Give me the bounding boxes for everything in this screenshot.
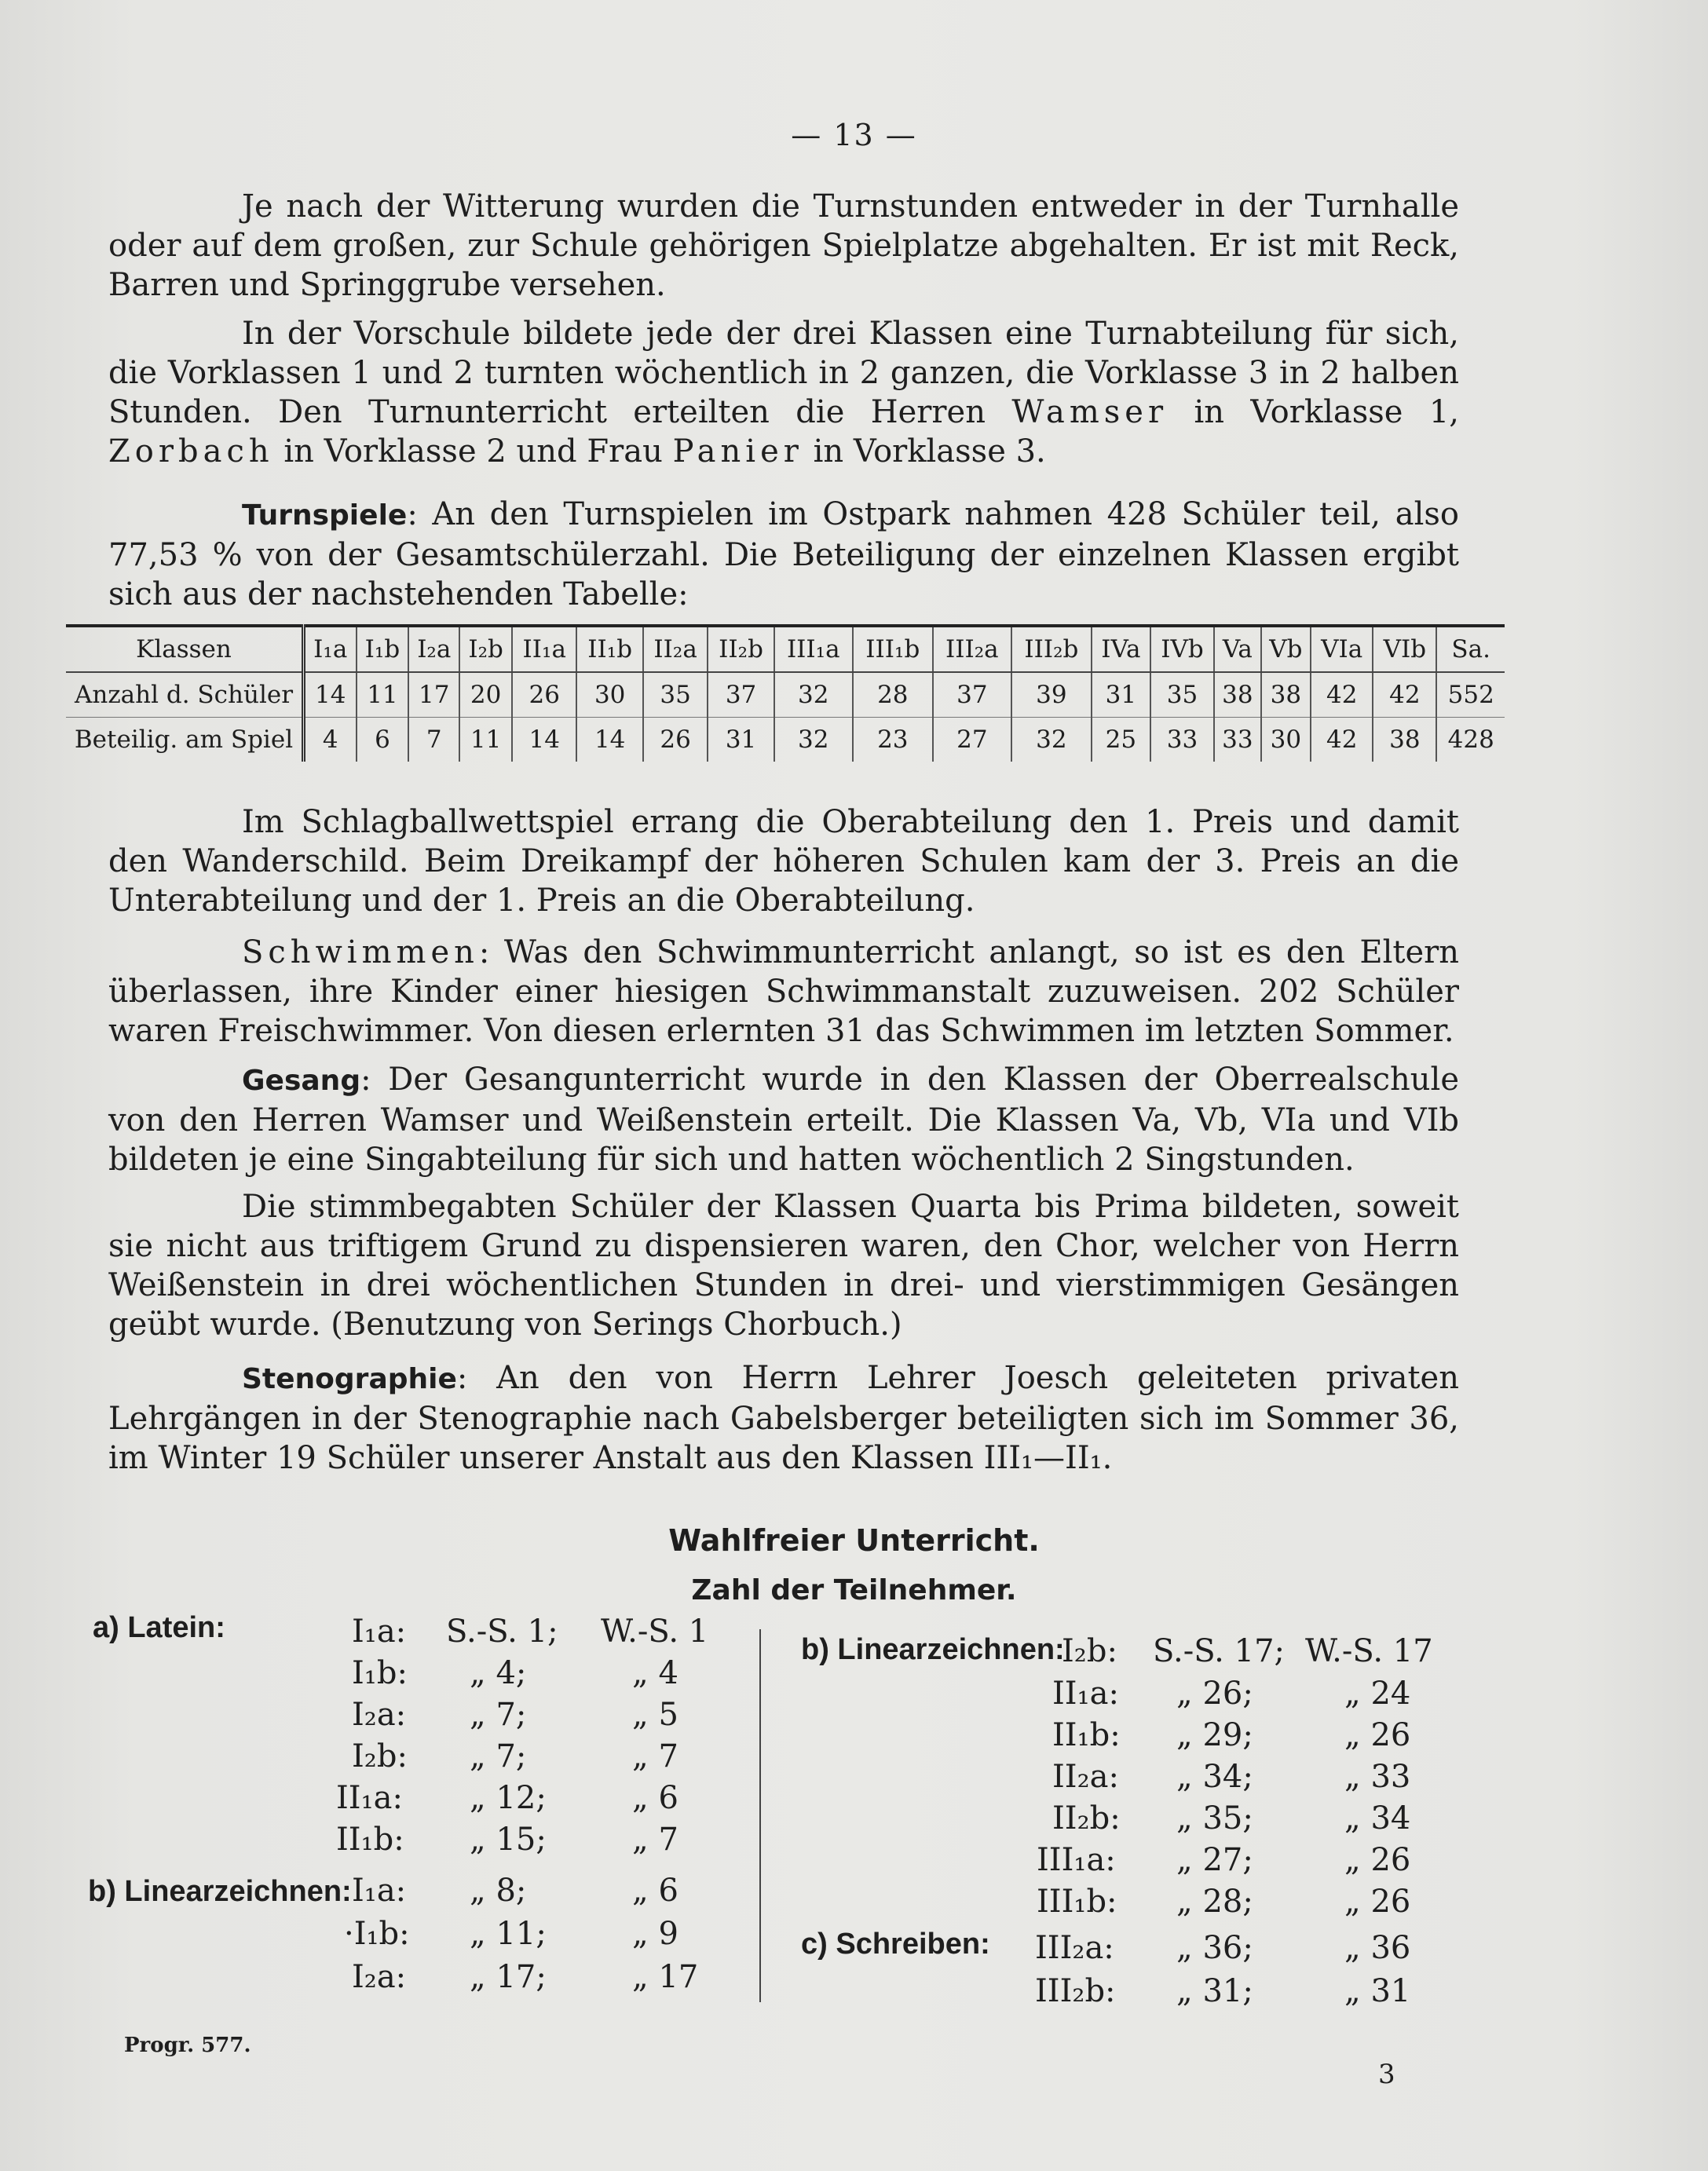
table-cell: 30 <box>576 672 642 718</box>
table-cell: 28 <box>853 672 933 718</box>
table-col-header: I₁b <box>357 626 409 672</box>
paragraph-vorschule <box>108 314 1459 471</box>
list-item: III₂a: „ 36; „ 36 <box>1035 1930 1411 1966</box>
text-vorschule: In der Vorschule bildete jede der drei Klassen eine Turnabteilung für sich, die Vorklassen 1 und 2 turnten wöchentlich in 2 ganzen, die Vorklasse 3 in 2 halben Stunden. Den Turnunterricht erteilten die Herren Wamser in Vorklasse 1, Zorbach in Vorklasse 2 und Frau Panier in Vorklasse 3. <box>108 316 1459 470</box>
list-item: II₂b: „ 35; „ 34 <box>1052 1800 1411 1837</box>
paragraph-turnspiele <box>108 495 1459 614</box>
text-chor: Die stimmbegabten Schüler der Klassen Quarta bis Prima bildeten, soweit sie nicht aus triftigem Grund zu dispensieren waren, den Chor, welcher von Herrn Weißenstein in drei wöchentlichen Stunden in drei- und vierstimmigen Gesängen geübt wurde. (Benutzung von Serings Chorbuch.) <box>108 1189 1459 1343</box>
table-cell: 11 <box>459 718 512 762</box>
heading-gesang: Gesang <box>242 1065 361 1097</box>
table-cell: 23 <box>853 718 933 762</box>
text-schwimmen: Schwimmen: Was den Schwimmunterricht anlangt, so ist es den Eltern überlassen, ihre Kinder einer hiesigen Schwimmanstalt zuzuweisen. 202 Schüler waren Freischwimmer. Von diesen erlernten 31 das Schwimmen im letzten Sommer. <box>108 934 1459 1049</box>
list-item: II₂a: „ 34; „ 33 <box>1052 1759 1411 1795</box>
label-latein: a) Latein: <box>93 1611 225 1644</box>
table-cell: 38 <box>1214 672 1261 718</box>
table-col-header: Sa. <box>1436 626 1505 672</box>
table-col-header: IVa <box>1092 626 1150 672</box>
table-row <box>66 672 1505 718</box>
text-schlagball: Im Schlagballwettspiel errang die Oberabteilung den 1. Preis und damit den Wanderschild. Beim Dreikampf der höheren Schulen kam der 3. Preis an die Unterabteilung und der 1. Preis an die Oberabteilung. <box>108 804 1459 919</box>
paragraph-stenographie <box>108 1358 1459 1478</box>
table-cell: 32 <box>774 718 853 762</box>
table-col-header: III₂b <box>1011 626 1092 672</box>
text-stenographie: Stenographie: An den von Herrn Lehrer Joesch geleiteten privaten Lehrgängen in der Stenographie nach Gabelsberger beteiligten sich im Sommer 36, im Winter 19 Schüler unserer Anstalt aus den Klassen III₁—II₁. <box>108 1360 1459 1476</box>
table-col-header: II₂a <box>643 626 708 672</box>
table-cell: 37 <box>933 672 1011 718</box>
table-col-header: VIa <box>1311 626 1373 672</box>
table-col-header: I₂b <box>459 626 512 672</box>
list-item: I₁b: „ 4; „ 4 <box>352 1655 678 1691</box>
page-number: — 13 — <box>791 118 917 152</box>
text-gesang: Gesang: Der Gesangunterricht wurde in den Klassen der Oberrealschule von den Herren Wamser und Weißenstein erteilt. Die Klassen Va, Vb, VIa und VIb bildeten je eine Singabteilung für sich und hatten wöchentlich 2 Singstunden. <box>108 1062 1459 1178</box>
table-cell: 14 <box>576 718 642 762</box>
footer-progr: Progr. 577. <box>124 2034 251 2057</box>
section-subtitle: Zahl der Teilnehmer. <box>691 1574 1017 1606</box>
table-header-row <box>66 626 1505 672</box>
table-col-header: II₁b <box>576 626 642 672</box>
table-cell: 31 <box>1092 672 1150 718</box>
row-label: Beteilig. am Spiel <box>66 718 304 762</box>
table-col-header: I₁a <box>304 626 357 672</box>
table-col-header: II₁a <box>512 626 576 672</box>
label-schreiben: c) Schreiben: <box>801 1928 990 1961</box>
table-cell: 27 <box>933 718 1011 762</box>
table-col-header: I₂a <box>408 626 459 672</box>
list-item: I₁a: S.-S. 1; W.-S. 1 <box>352 1614 709 1650</box>
list-item: III₁b: „ 28; „ 26 <box>1037 1884 1411 1920</box>
table-cell: 37 <box>708 672 774 718</box>
table-col-header: III₁a <box>774 626 853 672</box>
label-linearzeichnen-left: b) Linearzeichnen: <box>88 1875 352 1908</box>
table-header-label: Klassen <box>66 626 304 672</box>
table-col-header: II₂b <box>708 626 774 672</box>
list-item: I₁a: „ 8; „ 6 <box>352 1873 678 1909</box>
heading-turnspiele: Turnspiele <box>242 499 408 532</box>
paragraph-schwimmen <box>108 933 1459 1051</box>
list-item: I₂a: „ 7; „ 5 <box>352 1697 678 1733</box>
list-item: I₂b: S.-S. 17; W.-S. 17 <box>1062 1633 1433 1669</box>
table-cell: 38 <box>1261 672 1311 718</box>
table-cell: 25 <box>1092 718 1150 762</box>
heading-schwimmen: Schwimmen <box>242 934 479 970</box>
table-cell: 11 <box>357 672 409 718</box>
heading-stenographie: Stenographie <box>242 1363 457 1395</box>
list-item: II₁b: „ 29; „ 26 <box>1052 1717 1411 1753</box>
table-cell: 33 <box>1214 718 1261 762</box>
label-linearzeichnen-right: b) Linearzeichnen: <box>801 1633 1065 1666</box>
table-cell: 14 <box>304 672 357 718</box>
table-cell: 4 <box>304 718 357 762</box>
table-cell: 42 <box>1311 672 1373 718</box>
list-item: I₂b: „ 7; „ 7 <box>352 1738 678 1774</box>
table-col-header: Vb <box>1261 626 1311 672</box>
table-cell: 14 <box>512 718 576 762</box>
table-cell: 31 <box>708 718 774 762</box>
table-cell: 20 <box>459 672 512 718</box>
table-cell: 39 <box>1011 672 1092 718</box>
section-title: Wahlfreier Unterricht. <box>668 1523 1040 1558</box>
text-turnstunden: Je nach der Witterung wurden die Turnstunden entweder in der Turnhalle oder auf dem großen, zur Schule gehörigen Spielplatze abgehalten. Er ist mit Reck, Barren und Springgrube versehen. <box>108 188 1459 303</box>
table-cell: 6 <box>357 718 409 762</box>
paragraph-turnstunden <box>108 187 1459 305</box>
table-cell: 26 <box>512 672 576 718</box>
list-item: ·I₁b: „ 11; „ 9 <box>344 1916 678 1952</box>
table-col-header: VIb <box>1373 626 1436 672</box>
table-cell: 42 <box>1373 672 1436 718</box>
list-item: II₁b: „ 15; „ 7 <box>336 1822 678 1858</box>
paragraph-schlagball <box>108 802 1459 920</box>
table-col-header: Va <box>1214 626 1261 672</box>
row-label: Anzahl d. Schüler <box>66 672 304 718</box>
turnspiele-table <box>66 624 1505 762</box>
paragraph-gesang <box>108 1060 1459 1179</box>
table-cell: 17 <box>408 672 459 718</box>
list-item: I₂a: „ 17; „ 17 <box>352 1959 699 1995</box>
list-item: II₁a: „ 26; „ 24 <box>1052 1676 1411 1712</box>
text-turnspiele: Turnspiele: An den Turnspielen im Ostpark nahmen 428 Schüler teil, also 77,53 % von der Gesamtschülerzahl. Die Beteiligung der einzelnen Klassen ergibt sich aus der nachstehenden Tabelle: <box>108 496 1459 612</box>
table-col-header: III₂a <box>933 626 1011 672</box>
table-cell: 35 <box>1150 672 1214 718</box>
list-item: III₂b: „ 31; „ 31 <box>1035 1973 1411 2009</box>
table-row <box>66 718 1505 762</box>
table-col-header: III₁b <box>853 626 933 672</box>
list-item: III₁a: „ 27; „ 26 <box>1037 1842 1411 1878</box>
table-cell: 7 <box>408 718 459 762</box>
table-cell: 32 <box>774 672 853 718</box>
table-col-header: IVb <box>1150 626 1214 672</box>
table-cell: 30 <box>1261 718 1311 762</box>
table-cell: 35 <box>643 672 708 718</box>
table-cell: 32 <box>1011 718 1092 762</box>
table-cell: 33 <box>1150 718 1214 762</box>
table-cell: 38 <box>1373 718 1436 762</box>
table-cell: 42 <box>1311 718 1373 762</box>
table-cell: 26 <box>643 718 708 762</box>
list-item: II₁a: „ 12; „ 6 <box>336 1780 678 1816</box>
paragraph-chor <box>108 1187 1459 1344</box>
signature-mark: 3 <box>1378 2059 1395 2090</box>
table-cell: 552 <box>1436 672 1505 718</box>
table-cell: 428 <box>1447 725 1494 754</box>
